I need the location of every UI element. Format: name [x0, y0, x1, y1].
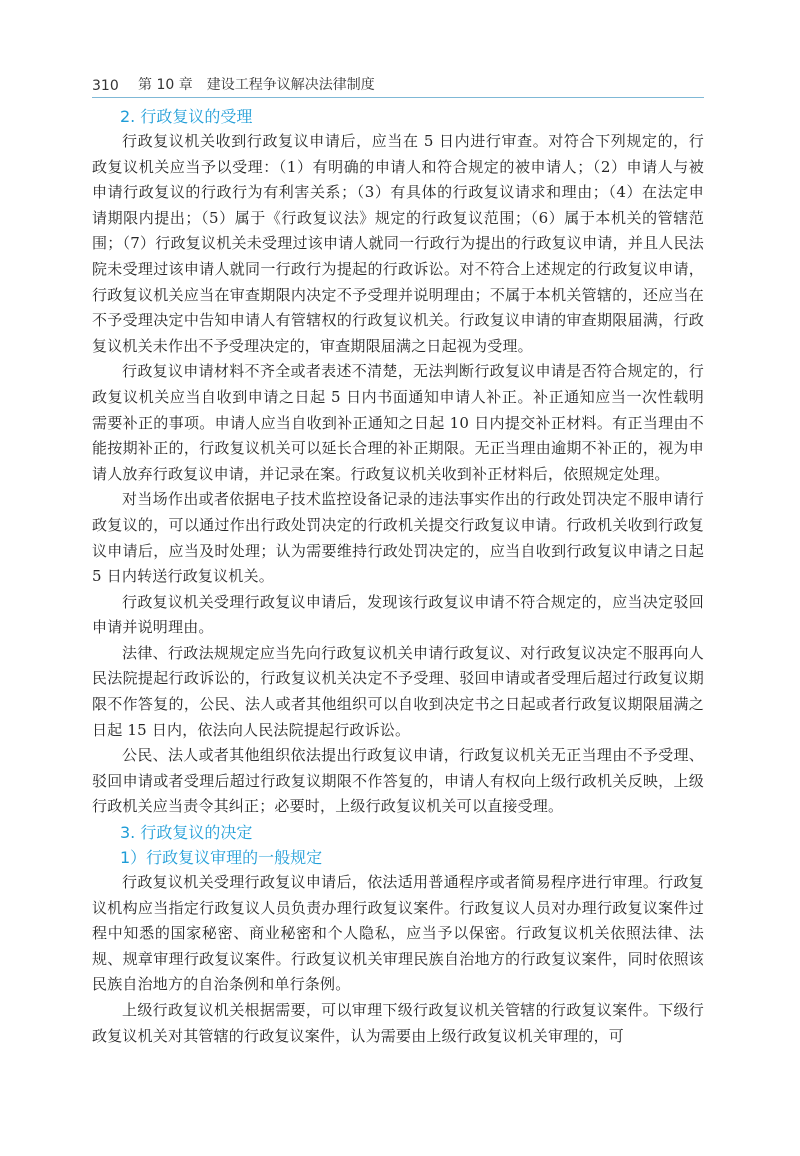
page-number: 310: [92, 78, 119, 94]
paragraph: 行政复议申请材料不齐全或者表述不清楚，无法判断行政复议申请是否符合规定的，行政复议机关应当自收到申请之日起 5 日内书面通知申请人补正。补正通知应当一次性载明需要补正的事项。申请人应当自收到补正通知之日起 10 日内提交补正材料。有正当理由不能按期补正的，行政复议机关可以延长合理的补正期限。无正当理由逾期不补正的，视为申请人放弃行政复议申请，并记录在案。行政复议机关收到补正材料后，依照规定处理。: [92, 362, 704, 483]
section-heading-decision: 3. 行政复议的决定: [120, 823, 253, 843]
paragraph: 法律、行政法规规定应当先向行政复议机关申请行政复议、对行政复议决定不服再向人民法院提起行政诉讼的，行政复议机关决定不予受理、驳回申请或者受理后超过行政复议期限不作答复的，公民、法人或者其他组织可以自收到决定书之日起或者行政复议期限届满之日起 15 日内，依法向人民法院提起行政诉讼。: [92, 643, 704, 739]
page-body: [92, 104, 704, 1049]
paragraph: 对当场作出或者依据电子技术监控设备记录的违法事实作出的行政处罚决定不服申请行政复议的，可以通过作出行政处罚决定的行政机关提交行政复议申请。行政机关收到行政复议申请后，应当及时处理；认为需要维持行政处罚决定的，应当自收到行政复议申请之日起 5 日内转送行政复议机关。: [92, 490, 704, 586]
section-heading-acceptance: 2. 行政复议的受理: [120, 107, 253, 126]
header-divider: [92, 97, 704, 98]
paragraph: 公民、法人或者其他组织依法提出行政复议申请，行政复议机关无正当理由不予受理、驳回申请或者受理后超过行政复议期限不作答复的，申请人有权向上级行政机关反映，上级行政机关应当责令其纠正；必要时，上级行政复议机关可以直接受理。: [92, 746, 704, 816]
paragraph: 上级行政复议机关根据需要，可以审理下级行政复议机关管辖的行政复议案件。下级行政复议机关对其管辖的行政复议案件，认为需要由上级行政复议机关审理的，可: [92, 1001, 704, 1045]
chapter-title: 建设工程争议解决法律制度: [206, 77, 375, 93]
chapter-number: 第 10 章: [138, 77, 193, 93]
paragraph: 行政复议机关收到行政复议申请后，应当在 5 日内进行审查。对符合下列规定的，行政复议机关应当予以受理：（1）有明确的申请人和符合规定的被申请人；（2）申请人与被申请行政复议的行政行为有利害关系；（3）有具体的行政复议请求和理由；（4）在法定申请期限内提出；（5）属于《行政复议法》规定的行政复议范围；（6）属于本机关的管辖范围；（7）行政复议机关未受理过该申请人就同一行政行为提出的行政复议申请，并且人民法院未受理过该申请人就同一行政行为提起的行政诉讼。对不符合上述规定的行政复议申请，行政复议机关应当在审查期限内决定不予受理并说明理由；不属于本机关管辖的，还应当在不予受理决定中告知申请人有管辖权的行政复议机关。行政复议申请的审查期限届满，行政复议机关未作出不予受理决定的，审查期限届满之日起视为受理。: [92, 132, 704, 355]
subsection-heading-general-rules: 1）行政复议审理的一般规定: [120, 848, 323, 868]
paragraph: 行政复议机关受理行政复议申请后，依法适用普通程序或者简易程序进行审理。行政复议机构应当指定行政复议人员负责办理行政复议案件。行政复议人员对办理行政复议案件过程中知悉的国家秘密、商业秘密和个人隐私，应当予以保密。行政复议机关依照法律、法规、规章审理行政复议案件。行政复议机关审理民族自治地方的行政复议案件，同时依照该民族自治地方的自治条例和单行条例。: [92, 873, 704, 994]
paragraph: 行政复议机关受理行政复议申请后，发现该行政复议申请不符合规定的，应当决定驳回申请并说明理由。: [92, 592, 704, 637]
page-header: [92, 70, 704, 94]
